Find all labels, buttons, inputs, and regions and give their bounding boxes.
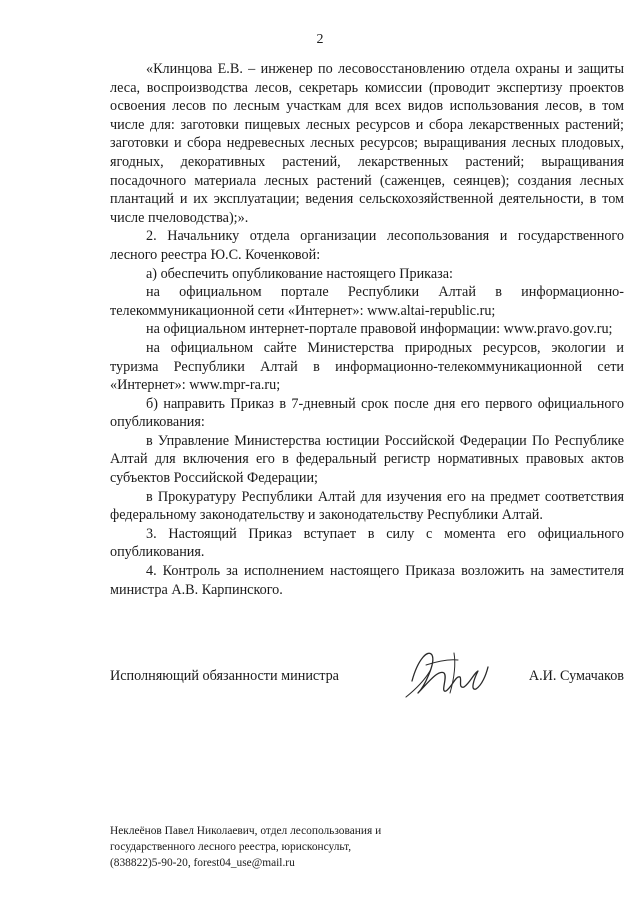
- signer-position: Исполняющий обязанности министра: [110, 668, 339, 684]
- paragraph-ministry-justice: в Управление Министерства юстиции Российской Федерации По Республике Алтай для включения его в федеральный регистр нормативных правовых актов субъектов Российской Федерации;: [110, 432, 624, 487]
- signature-block: [110, 645, 624, 705]
- paragraph-item-4: 4. Контроль за исполнением настоящего Приказа возложить на заместителя министра А.В. Карпинского.: [110, 563, 624, 598]
- paragraph-site-ministry: на официальном сайте Министерства природных ресурсов, экологии и туризма Республики Алтай в информационно-телекоммуникационной сети «Интернет»: www.mpr-ra.ru;: [110, 339, 624, 394]
- document-body: [110, 60, 624, 599]
- executor-line-contacts: (838822)5-90-20, forest04_use@mail.ru: [110, 857, 295, 869]
- paragraph-item-2: 2. Начальнику отдела организации лесопользования и государственного лесного реестра Ю.С. Коченковой:: [110, 228, 624, 263]
- handwritten-signature: [398, 645, 493, 705]
- paragraph-portal-altai: на официальном портале Республики Алтай в информационно-телекоммуникационной сети «Интернет»: www.altai-republic.ru;: [110, 284, 624, 319]
- page-number: 2: [316, 32, 324, 47]
- paragraph-portal-pravo: на официальном интернет-портале правовой информации: www.pravo.gov.ru;: [146, 321, 613, 338]
- paragraph-item-2b: б) направить Приказ в 7-дневный срок после дня его первого официального опубликования:: [110, 395, 624, 431]
- paragraph-item-2a: а) обеспечить опубликование настоящего Приказа:: [146, 265, 453, 282]
- paragraph-commission-member: «Клинцова Е.В. – инженер по лесовосстановлению отдела охраны и защиты леса, воспроизводства лесов, секретарь комиссии (проводит экспертизу проектов освоения лесов по лесным участкам для всех видов использования лесов, в том числе для: заготовки пищевых лесных ресурсов и сбора лекарственных растений; заготовки и сбора недревесных лесных ресурсов; выращивания лесных плодовых, ягодных, декоративных растений, лекарственных растений; выращивания посадочного материала лесных растений (саженцев, сеянцев); создания лесных плантаций и их эксплуатации; ведения сельскохозяйственной деятельности, в том числе пчеловодства);».: [110, 61, 624, 226]
- executor-line-department: государственного лесного реестра, юрисконсульт,: [110, 841, 352, 853]
- executor-info: [110, 823, 510, 871]
- paragraph-item-3: 3. Настоящий Приказ вступает в силу с момента его официального опубликования.: [110, 525, 624, 561]
- signer-name: А.И. Сумачаков: [528, 668, 624, 684]
- executor-line-name: Неклеёнов Павел Николаевич, отдел лесопользования и: [110, 825, 382, 837]
- paragraph-prosecutor: в Прокуратуру Республики Алтай для изучения его на предмет соответствия федеральному законодательству и законодательству Республики Алтай.: [110, 488, 624, 524]
